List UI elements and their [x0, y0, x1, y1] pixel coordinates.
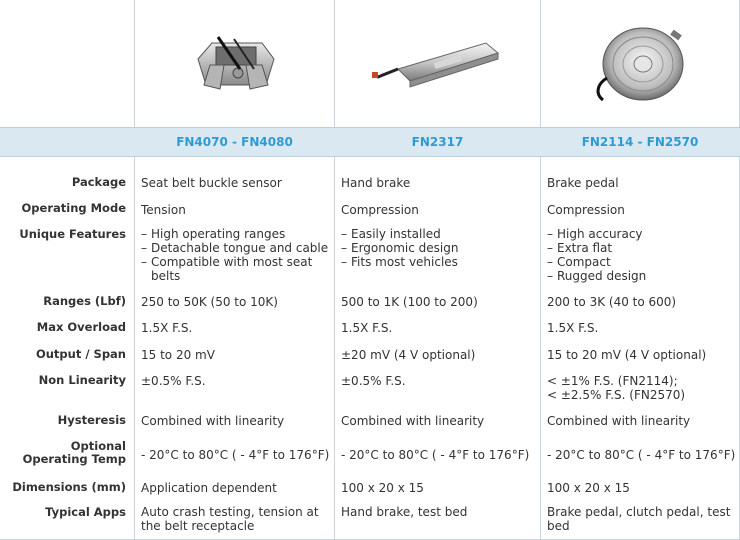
list-item: – Easily installed [341, 227, 537, 241]
spec-cell: 1.5X F.S. [341, 321, 393, 335]
row-label-dimensions: Dimensions (mm) [12, 480, 126, 494]
model-label: FN2317 [411, 135, 464, 149]
spec-cell: ±0.5% F.S. [141, 374, 206, 388]
list-item: – High accuracy [547, 227, 737, 241]
spec-cell: 1.5X F.S. [141, 321, 193, 335]
spec-cell: Compression [341, 203, 419, 217]
spec-cell: Combined with linearity [341, 414, 485, 428]
row-label-output-span: Output / Span [35, 347, 126, 361]
spec-cell: Combined with linearity [141, 414, 285, 428]
list-item: – Detachable tongue and cable [141, 241, 331, 255]
spec-cell: 200 to 3K (40 to 600) [547, 295, 677, 309]
row-label-operating-mode: Operating Mode [21, 201, 126, 215]
spec-cell: 250 to 50K (50 to 10K) [141, 295, 278, 309]
row-label-line: Operating Temp [22, 452, 126, 466]
model-label: FN2114 - FN2570 [581, 135, 699, 149]
row-label-unique-features: Unique Features [19, 227, 126, 241]
spec-cell: Combined with linearity [547, 414, 691, 428]
spec-cell: 100 x 20 x 15 [547, 481, 630, 495]
product-image-row [0, 0, 740, 127]
spec-cell: Seat belt buckle sensor [141, 176, 282, 190]
spec-cell: ±20 mV (4 V optional) [341, 348, 476, 362]
list-item: – Compact [547, 255, 737, 269]
spec-cell: - 20°C to 80°C ( - 4°F to 176°F) [141, 448, 330, 462]
feature-list [141, 227, 331, 283]
spec-cell: ±0.5% F.S. [341, 374, 406, 388]
spec-cell: 15 to 20 mV [141, 348, 215, 362]
brake-pedal-sensor-photo [541, 0, 739, 127]
spec-cell: 15 to 20 mV (4 V optional) [547, 348, 707, 362]
row-label-ranges: Ranges (Lbf) [43, 294, 126, 308]
spec-cell: Compression [547, 203, 625, 217]
spec-cell: 500 to 1K (100 to 200) [341, 295, 478, 309]
spec-cell: 1.5X F.S. [547, 321, 599, 335]
spec-cell: - 20°C to 80°C ( - 4°F to 176°F) [341, 448, 530, 462]
spec-line: < ±1% F.S. (FN2114); [547, 374, 678, 388]
spec-cell: Hand brake, test bed [341, 505, 468, 519]
spec-cell: Application dependent [141, 481, 277, 495]
spec-line: < ±2.5% F.S. (FN2570) [547, 388, 686, 402]
spec-cell: 100 x 20 x 15 [341, 481, 424, 495]
spec-cell: Brake pedal, clutch pedal, test bed [547, 505, 731, 533]
list-item: – Extra flat [547, 241, 737, 255]
model-label: FN4070 - FN4080 [176, 135, 293, 149]
list-item: – Compatible with most seat belts [141, 255, 331, 283]
list-item: – Ergonomic design [341, 241, 537, 255]
spec-cell: - 20°C to 80°C ( - 4°F to 176°F) [547, 448, 736, 462]
row-label-line: Optional [70, 439, 126, 453]
row-label-typical-apps: Typical Apps [45, 505, 126, 519]
hand-brake-sensor-photo [335, 0, 540, 127]
spec-cell [547, 374, 737, 402]
row-label-non-linearity: Non Linearity [38, 373, 126, 387]
row-label-hysteresis: Hysteresis [57, 413, 126, 427]
row-label-operating-temp [0, 440, 126, 466]
row-label-package: Package [71, 175, 126, 189]
spec-cell: Brake pedal [547, 176, 619, 190]
list-item: – High operating ranges [141, 227, 331, 241]
feature-list [547, 227, 737, 283]
spec-cell: Hand brake [341, 176, 411, 190]
seat-belt-buckle-sensor-photo [135, 0, 334, 127]
spec-cell: Tension [141, 203, 186, 217]
list-item: – Fits most vehicles [341, 255, 537, 269]
feature-list [341, 227, 537, 269]
list-item: – Rugged design [547, 269, 737, 283]
model-header-row [0, 127, 740, 157]
row-label-max-overload: Max Overload [36, 320, 126, 334]
spec-cell: Auto crash testing, tension at the belt receptacle [141, 505, 319, 533]
